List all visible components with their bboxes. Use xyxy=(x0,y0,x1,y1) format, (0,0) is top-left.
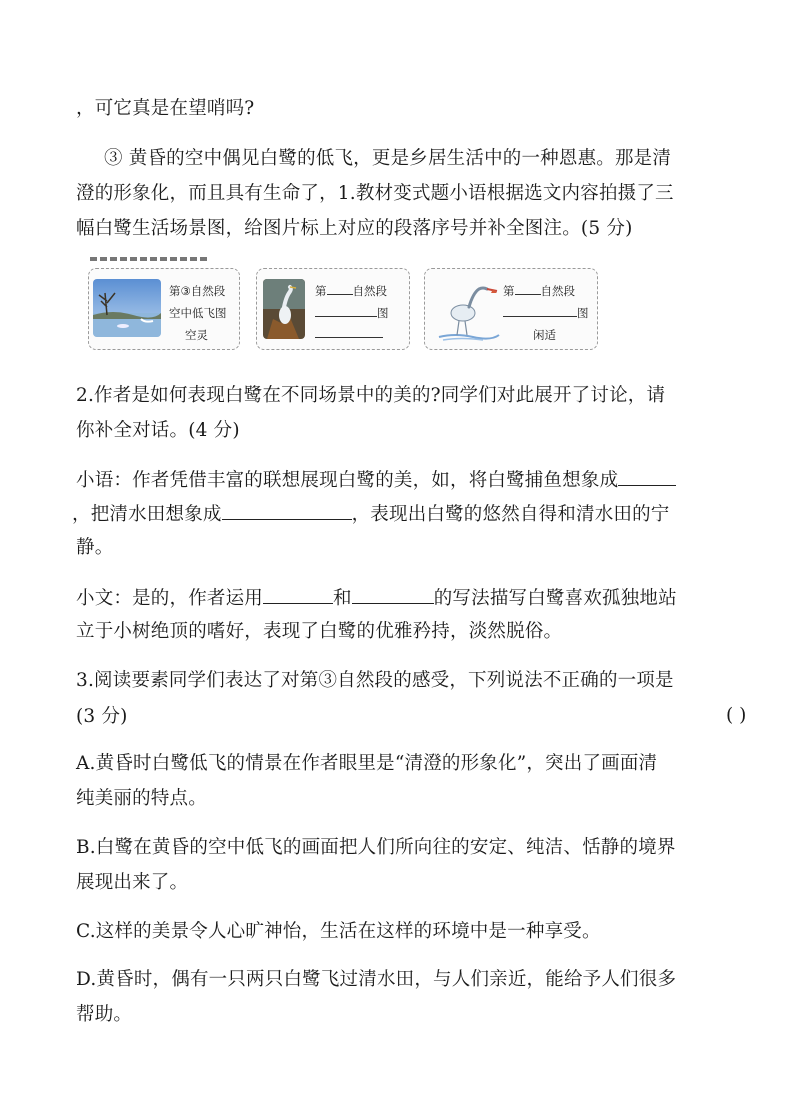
card3-line3: 闲适 xyxy=(533,328,556,342)
card3-tu: 图 xyxy=(577,306,589,320)
figure-card-3 xyxy=(424,268,598,350)
xiaoyu-blank-1[interactable] xyxy=(618,467,676,486)
option-b-line1: B.白鹭在黄昏的空中低飞的画面把人们所向往的安定、纯洁、恬静的境界 xyxy=(76,837,676,858)
q2-stem-line2: 你补全对话。(4 分) xyxy=(76,420,240,441)
card3-line2 xyxy=(503,305,589,321)
q3-stem-line2: (3 分) xyxy=(76,706,128,727)
card2-line3 xyxy=(315,327,383,341)
card2-blank-number[interactable] xyxy=(327,284,353,295)
text-line: ③ 黄昏的空中偶见白鹭的低飞，更是乡居生活中的一种恩惠。那是清 xyxy=(104,148,672,169)
xiaoyu-text-b1: ，把清水田想象成 xyxy=(72,504,222,525)
xiaowen-text-a1: 小文：是的，作者运用 xyxy=(76,588,264,609)
xiaoyu-text-b2: ，表现出白鹭的悠然自得和清水田的宁 xyxy=(351,504,670,525)
card2-blank-caption[interactable] xyxy=(315,306,377,317)
egret-lake-photo xyxy=(93,279,161,337)
card3-suffix: 自然段 xyxy=(540,284,575,298)
xiaowen-line1 xyxy=(76,585,677,611)
xiaoyu-line2 xyxy=(72,501,670,527)
figure-card-2 xyxy=(256,268,410,350)
card1-line3: 空灵 xyxy=(185,328,208,342)
xiaoyu-line3: 静。 xyxy=(76,537,114,558)
figure-card-1 xyxy=(88,268,240,350)
card2-prefix: 第 xyxy=(315,284,327,298)
xiaowen-text-a3: 的写法描写白鹭喜欢孤独地站 xyxy=(433,588,677,609)
q2-stem-line1: 2.作者是如何表现白鹭在不同场景中的美的?同学们对此展开了讨论，请 xyxy=(76,385,666,406)
card3-prefix: 第 xyxy=(503,284,515,298)
card1-line1: 第③自然段 xyxy=(169,284,226,298)
card2-blank-feeling[interactable] xyxy=(315,327,383,338)
card2-line2 xyxy=(315,305,389,321)
option-c-line1: C.这样的美景令人心旷神怡，生活在这样的环境中是一种享受。 xyxy=(76,921,601,942)
egret-tree-photo xyxy=(263,279,305,339)
figure-strip xyxy=(84,258,624,354)
text-line: 澄的形象化，而且具有生命了，1.教材变式题小语根据选文内容拍摄了三 xyxy=(76,183,674,204)
xiaowen-blank-1[interactable] xyxy=(263,585,333,604)
text-line: ，可它真是在望哨吗? xyxy=(76,98,255,119)
option-d-line2: 帮助。 xyxy=(76,1004,133,1025)
text-line: 幅白鹭生活场景图，给图片标上对应的段落序号并补全图注。(5 分) xyxy=(76,218,633,239)
card3-blank-caption[interactable] xyxy=(503,306,577,317)
card2-tu: 图 xyxy=(377,306,389,320)
xiaowen-blank-2[interactable] xyxy=(352,585,434,604)
card3-line1 xyxy=(503,283,575,299)
xiaoyu-blank-2[interactable] xyxy=(222,501,352,520)
xiaowen-line2: 立于小树绝顶的嗜好，表现了白鹭的优雅矜持，淡然脱俗。 xyxy=(76,621,563,642)
answer-paren[interactable]: ( ) xyxy=(726,705,747,726)
egret-fishing-drawing xyxy=(433,277,501,343)
option-a-line2: 纯美丽的特点。 xyxy=(76,788,207,809)
card1-line2: 空中低飞图 xyxy=(169,306,227,320)
card2-line1 xyxy=(315,283,387,299)
q3-stem-line1: 3.阅读要素同学们表达了对第③自然段的感受，下列说法不正确的一项是 xyxy=(76,670,674,691)
xiaowen-text-a2: 和 xyxy=(333,588,352,609)
card3-blank-number[interactable] xyxy=(515,284,541,295)
option-a-line1: A.黄昏时白鹭低飞的情景在作者眼里是“清澄的形象化”，突出了画面清 xyxy=(76,753,658,774)
xiaoyu-line1 xyxy=(76,467,676,493)
option-b-line2: 展现出来了。 xyxy=(76,872,189,893)
option-d-line1: D.黄昏时，偶有一只两只白鹭飞过清水田，与人们亲近，能给予人们很多 xyxy=(76,969,677,990)
card2-suffix: 自然段 xyxy=(352,284,387,298)
xiaoyu-text-a: 小语：作者凭借丰富的联想展现白鹭的美，如，将白鹭捕鱼想象成 xyxy=(76,470,619,491)
